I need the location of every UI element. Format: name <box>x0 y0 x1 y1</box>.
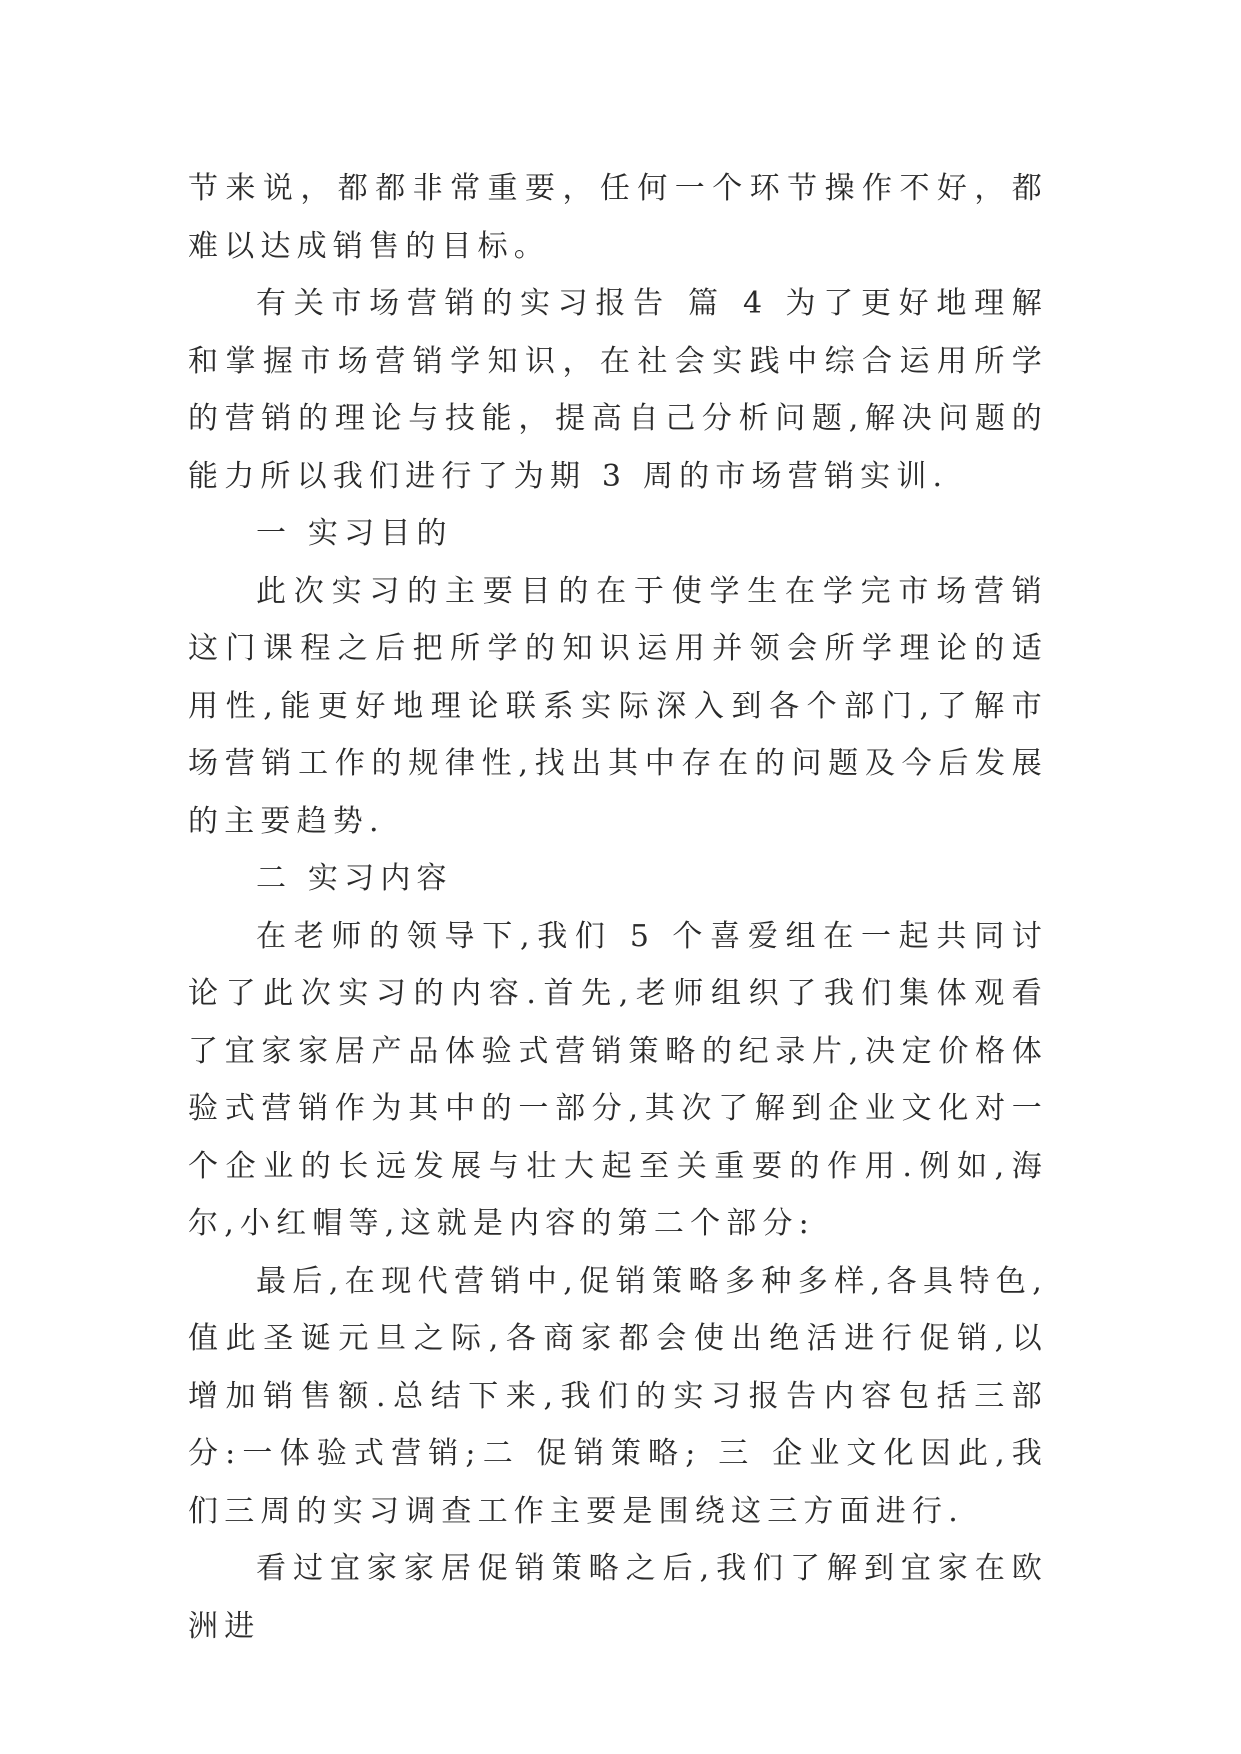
heading-internship-content: 二 实习内容 <box>256 861 453 896</box>
heading-internship-purpose: 一 实习目的 <box>256 516 453 551</box>
paragraph-internship-purpose: 此次实习的主要目的在于使学生在学完市场营销这门课程之后把所学的知识运用并领会所学理论的适用性,能更好地理论联系实际深入到各个部门,了解市场营销工作的规律性,找出其中存在的问题及今后发展的主要趋势. <box>188 573 1048 839</box>
paragraph-ikea-intro: 看过宜家家居促销策略之后,我们了解到宜家在欧洲进 <box>188 1551 1048 1644</box>
paragraph-continuation: 节来说，都都非常重要，任何一个环节操作不好，都难以达成销售的目标。 <box>188 171 1048 264</box>
paragraph-promotion-summary: 最后,在现代营销中,促销策略多种多样,各具特色,值此圣诞元旦之际,各商家都会使出绝活进行促销,以增加销售额.总结下来,我们的实习报告内容包括三部分:一体验式营销;二 促销策略; 三 企业文化因此,我们三周的实习调查工作主要是围绕这三方面进行. <box>188 1263 1048 1529</box>
document-body <box>188 160 1048 1655</box>
paragraph-internship-content: 在老师的领导下,我们 5 个喜爱组在一起共同讨论了此次实习的内容.首先,老师组织了我们集体观看了宜家家居产品体验式营销策略的纪录片,决定价格体验式营销作为其中的一部分,其次了解到企业文化对一个企业的长远发展与壮大起至关重要的作用.例如,海尔,小红帽等,这就是内容的第二个部分: <box>188 918 1048 1241</box>
paragraph-section-intro: 有关市场营销的实习报告 篇 4 为了更好地理解和掌握市场营销学知识，在社会实践中综合运用所学的营销的理论与技能，提高自己分析问题,解决问题的能力所以我们进行了为期 3 周的市场营销实训. <box>188 286 1048 494</box>
